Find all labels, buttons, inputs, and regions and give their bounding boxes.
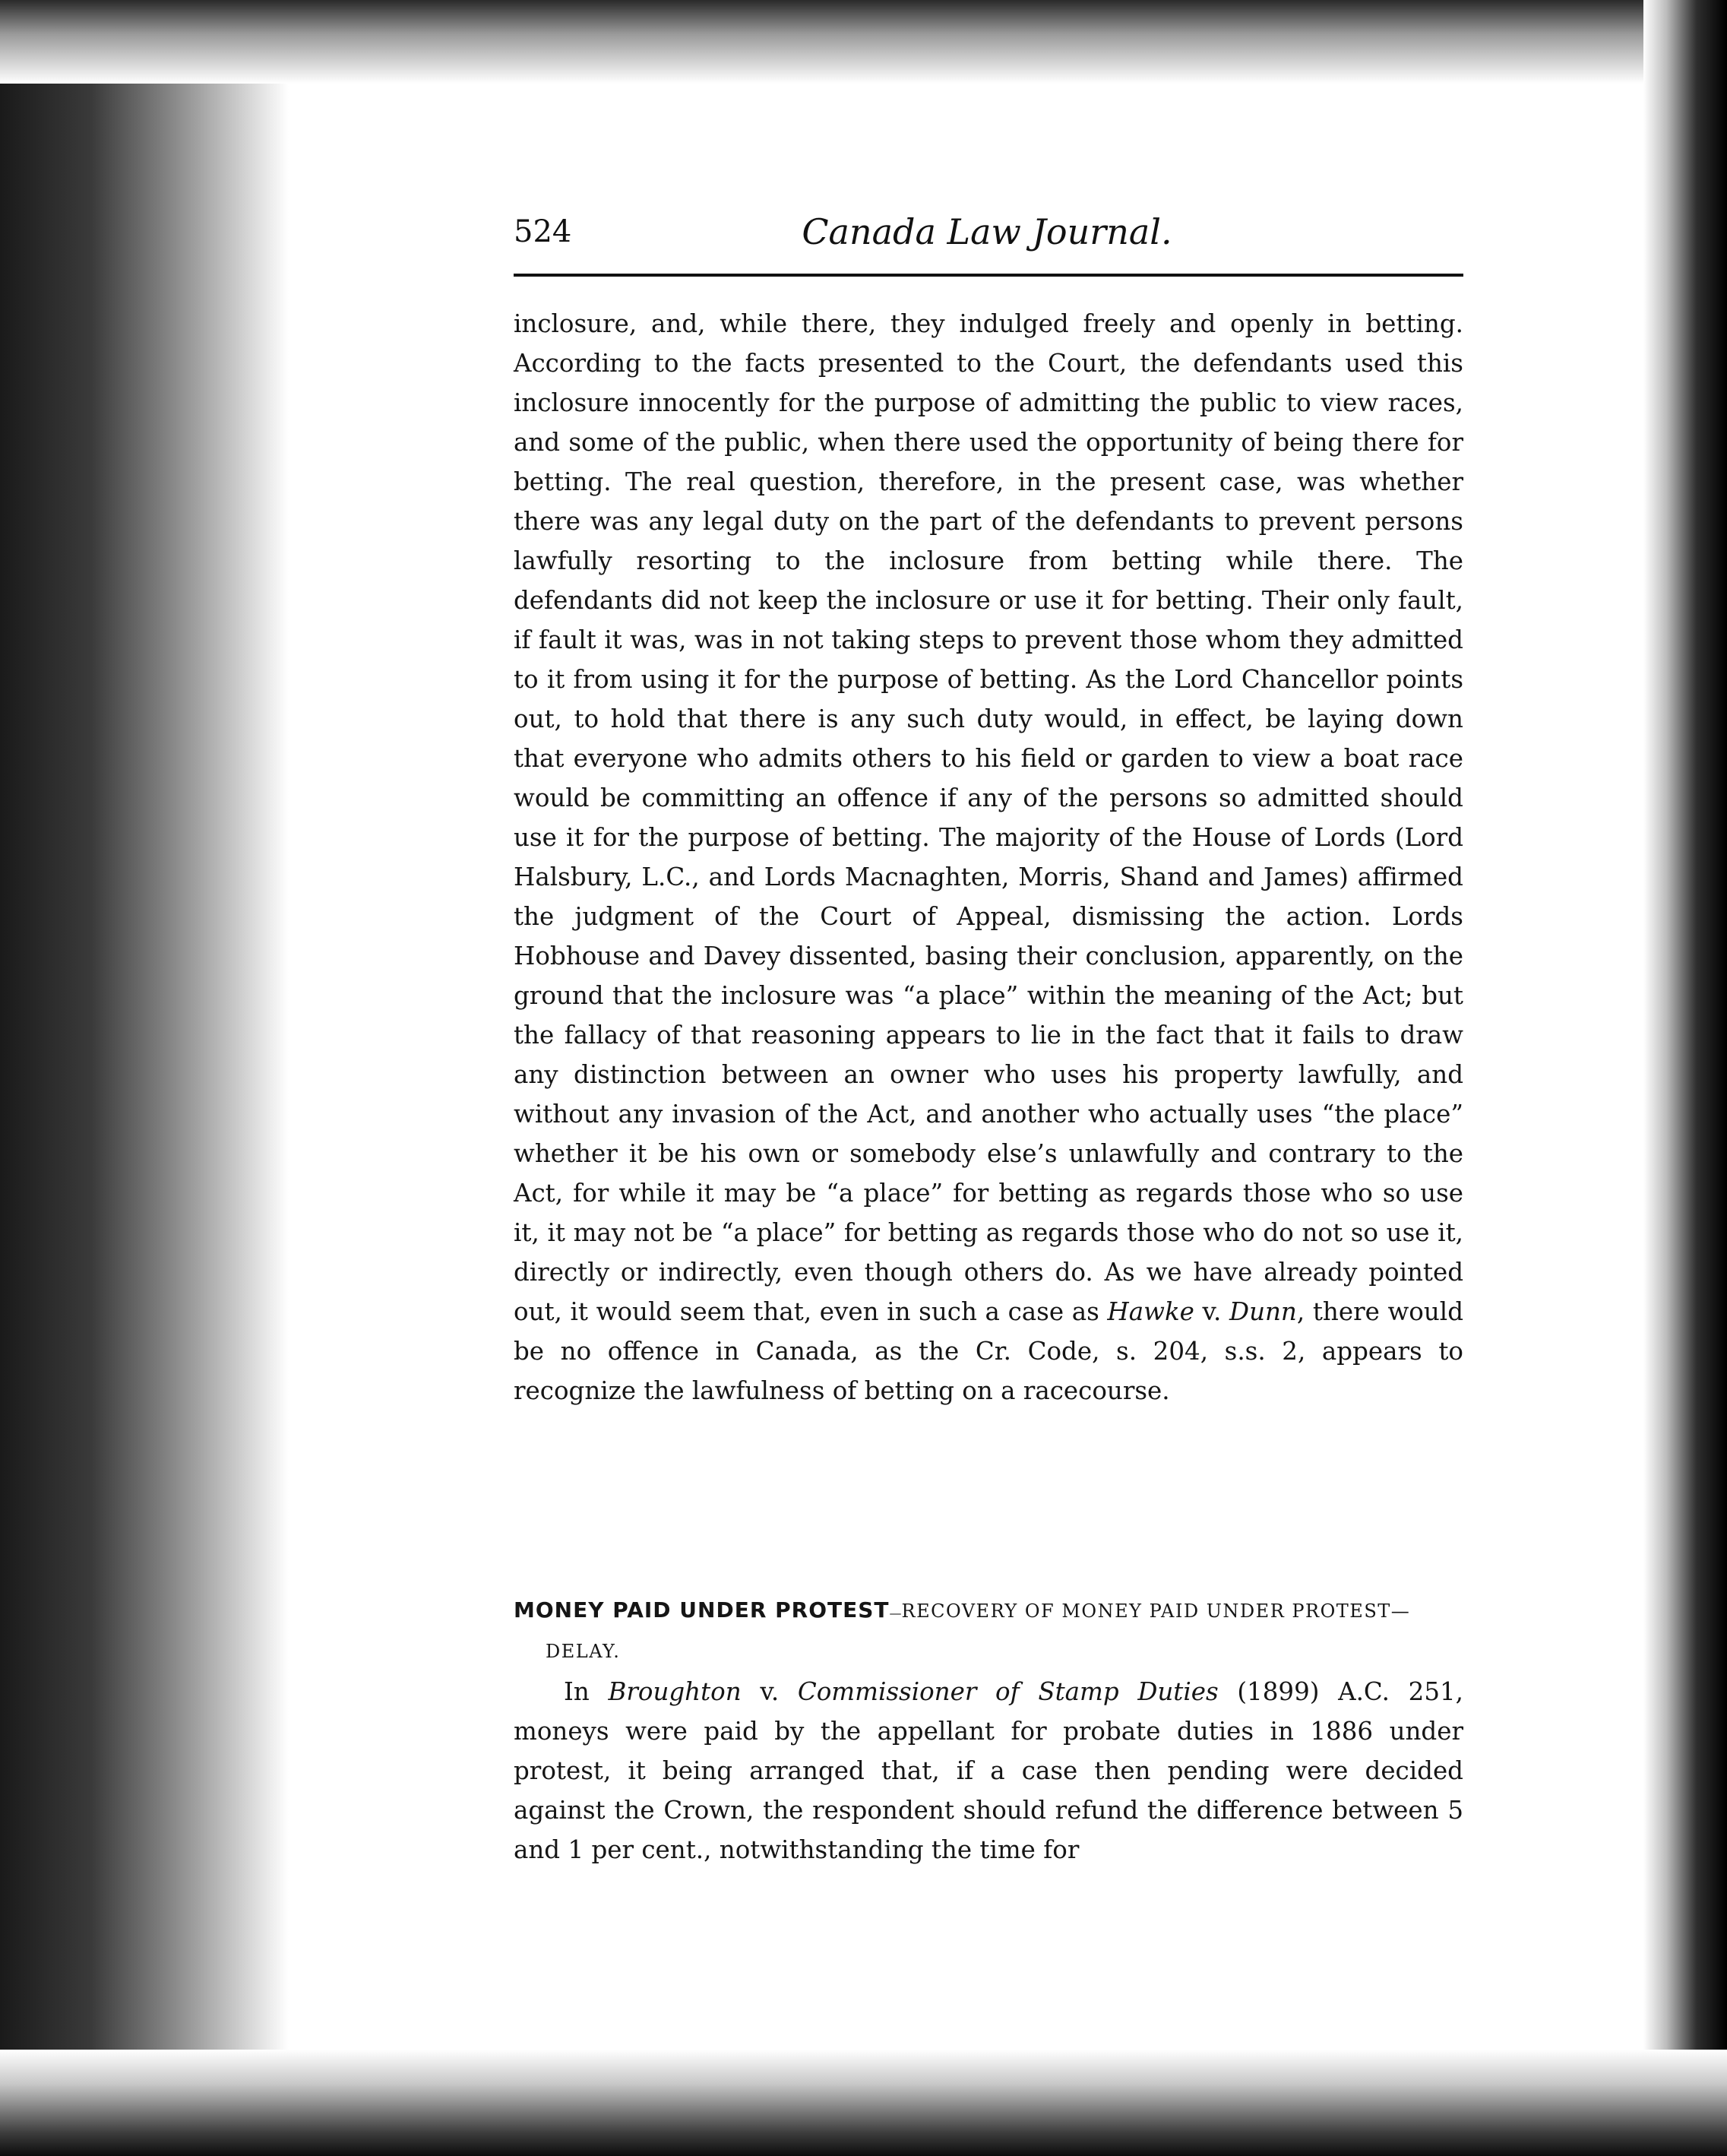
versus-text: v. [1194, 1297, 1230, 1326]
section-heading [514, 1591, 1463, 1670]
case-name-plaintiff: Hawke [1107, 1297, 1194, 1326]
page-header [514, 211, 1460, 268]
body-paragraph-broughton [514, 1672, 1463, 1869]
scan-binding-shadow [0, 0, 289, 2156]
paragraph-intro: In [564, 1677, 609, 1706]
case-name-commissioner: Commissioner of Stamp Duties [797, 1677, 1219, 1706]
section-heading-subtitle-line2: DELAY. [546, 1641, 621, 1662]
scan-right-edge [1643, 0, 1727, 2156]
case-name-broughton: Broughton [608, 1677, 742, 1706]
running-title: Canada Law Journal. [802, 211, 1172, 252]
section-heading-subtitle: RECOVERY OF MONEY PAID UNDER PROTEST— [901, 1600, 1411, 1622]
page-number: 524 [514, 214, 572, 249]
versus-text: v. [741, 1677, 798, 1706]
body-paragraph-hawke-v-dunn [514, 304, 1463, 1410]
body-text: inclosure, and, while there, they indulged freely and openly in betting. According to the facts presented to the Court, the defendants used this inclosure innocently for the purpose of admitting the public to view races, and some of the public, when there used the opportunity of being there for betting. The real question, therefore, in the present case, was whether there was any legal duty on the part of the defendants to prevent persons lawfully resorting to the inclosure from betting while there. The defendants did not keep the inclosure or use it for betting. Their only fault, if fault it was, was in not taking steps to prevent those whom they admitted to it from using it for the purpose of betting. As the Lord Chancellor points out, to hold that there is any such duty would, in effect, be laying down that everyone who admits others to his field or garden to view a boat race would be committing an offence if any of the persons so admitted should use it for the purpose of betting. The majority of the House of Lords (Lord Halsbury, L.C., and Lords Macnaghten, Morris, Shand and James) affirmed the judgment of the Court of Appeal, dismissing the action. Lords Hobhouse and Davey dissented, basing their conclusion, apparently, on the ground that the inclosure was “a place” within the meaning of the Act; but the fallacy of that reasoning appears to lie in the fact that it fails to draw any distinction between an owner who uses his property lawfully, and without any invasion of the Act, and another who actually uses “the place” whether it be his own or somebody else’s unlawfully and contrary to the Act, for while it may be “a place” for betting as regards those who so use it, it may not be “a place” for betting as regards those who do not so use it, directly or indirectly, even though others do. As we have already pointed out, it would seem that, even in such a case as [514, 309, 1463, 1326]
section-heading-title: MONEY PAID UNDER PROTEST [514, 1597, 890, 1623]
header-rule [514, 274, 1463, 277]
case-name-defendant: Dunn [1229, 1297, 1297, 1326]
paragraph-body: (1899) A.C. 251, moneys were paid by the appellant for probate duties in 1886 under protest, it being arranged that, if a case then pending were decided against the Crown, the respondent should refund the difference between 5 and 1 per cent., notwithstanding the time for [514, 1677, 1464, 1864]
scan-top-edge [0, 0, 1727, 84]
body-text-continuation: , there would be no offence in Canada, as the Cr. Code, s. 204, s.s. 2, appears to recognize the lawfulness of betting on a racecourse. [514, 1297, 1464, 1405]
section-heading-dash: — [889, 1606, 902, 1620]
scan-bottom-edge [0, 2050, 1727, 2156]
